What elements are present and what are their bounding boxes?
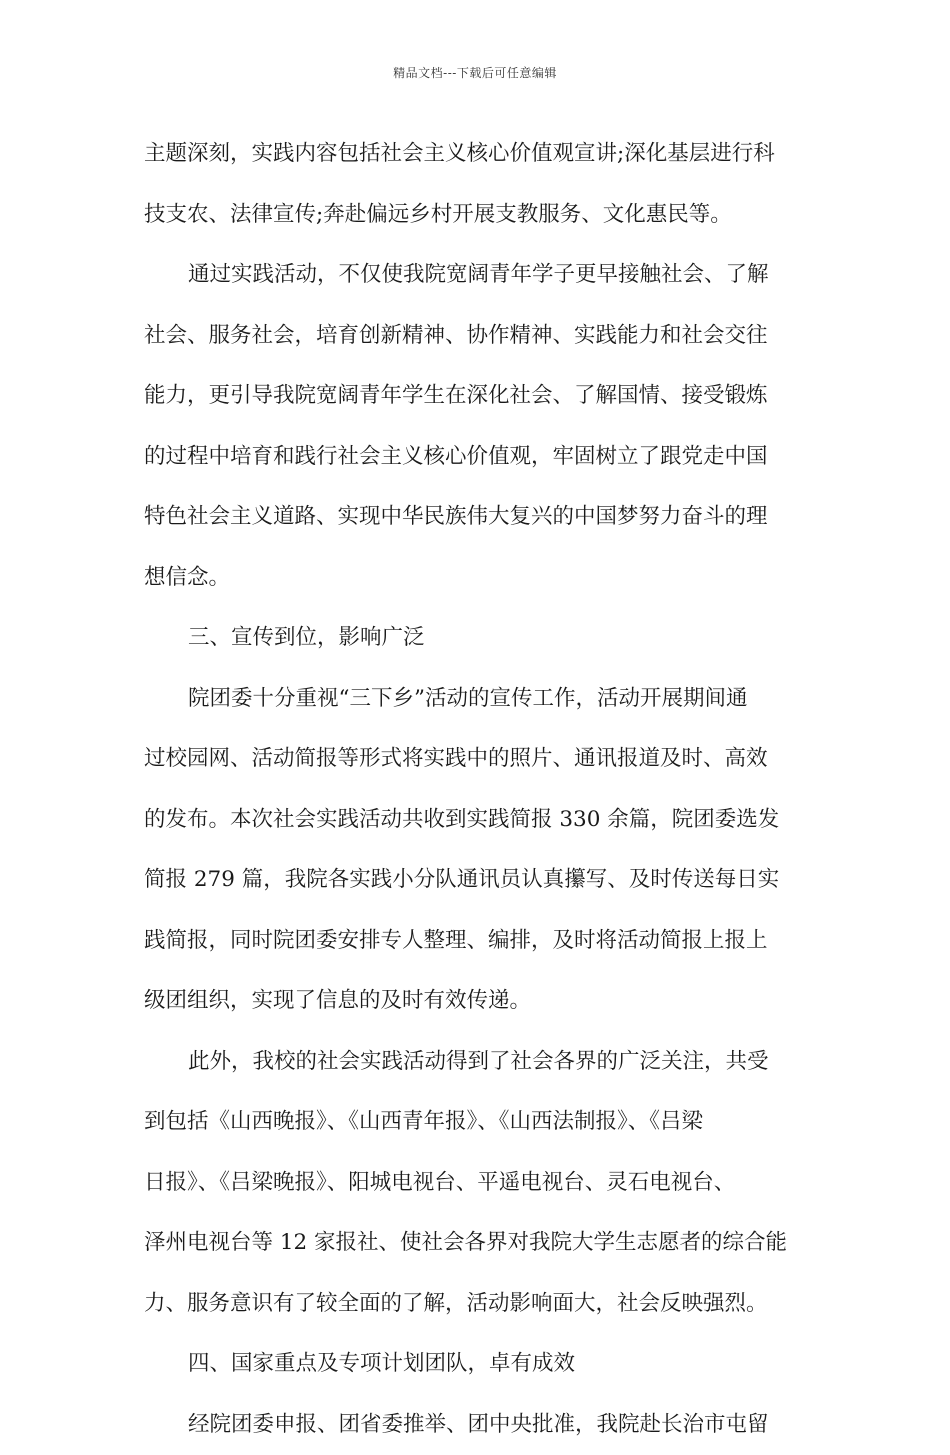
document-body [144, 124, 812, 1455]
page-header: 精品文档---下载后可任意编辑 [0, 64, 950, 81]
text-line: 通过实践活动，不仅使我院宽阔青年学子更早接触社会、了解 [144, 245, 812, 306]
text-line: 技支农、法律宣传;奔赴偏远乡村开展支教服务、文化惠民等。 [144, 185, 812, 246]
text-line: 践简报，同时院团委安排专人整理、编排，及时将活动简报上报上 [144, 911, 812, 972]
text-line: 想信念。 [144, 548, 812, 609]
text-line: 力、服务意识有了较全面的了解，活动影响面大，社会反映强烈。 [144, 1274, 812, 1335]
text-line: 主题深刻，实践内容包括社会主义核心价值观宣讲;深化基层进行科 [144, 124, 812, 185]
text-line: 泽州电视台等 12 家报社、使社会各界对我院大学生志愿者的综合能 [144, 1213, 812, 1274]
text-line: 院团委十分重视“三下乡”活动的宣传工作，活动开展期间通 [144, 669, 812, 730]
text-line: 此外，我校的社会实践活动得到了社会各界的广泛关注，共受 [144, 1032, 812, 1093]
text-line: 过校园网、活动简报等形式将实践中的照片、通讯报道及时、高效 [144, 729, 812, 790]
text-line: 简报 279 篇，我院各实践小分队通讯员认真攥写、及时传送每日实 [144, 850, 812, 911]
text-line: 三、宣传到位，影响广泛 [144, 608, 812, 669]
text-line: 级团组织，实现了信息的及时有效传递。 [144, 971, 812, 1032]
text-line: 的发布。本次社会实践活动共收到实践简报 330 余篇，院团委选发 [144, 790, 812, 851]
text-line: 能力，更引导我院宽阔青年学生在深化社会、了解国情、接受锻炼 [144, 366, 812, 427]
text-line: 经院团委申报、团省委推举、团中央批准，我院赴长治市屯留 [144, 1395, 812, 1455]
text-line: 四、国家重点及专项计划团队，卓有成效 [144, 1334, 812, 1395]
text-line: 社会、服务社会，培育创新精神、协作精神、实践能力和社会交往 [144, 306, 812, 367]
text-line: 日报》、《吕梁晚报》、阳城电视台、平遥电视台、灵石电视台、 [144, 1153, 812, 1214]
text-line: 特色社会主义道路、实现中华民族伟大复兴的中国梦努力奋斗的理 [144, 487, 812, 548]
text-line: 到包括《山西晚报》、《山西青年报》、《山西法制报》、《吕梁 [144, 1092, 812, 1153]
text-line: 的过程中培育和践行社会主义核心价值观，牢固树立了跟党走中国 [144, 427, 812, 488]
